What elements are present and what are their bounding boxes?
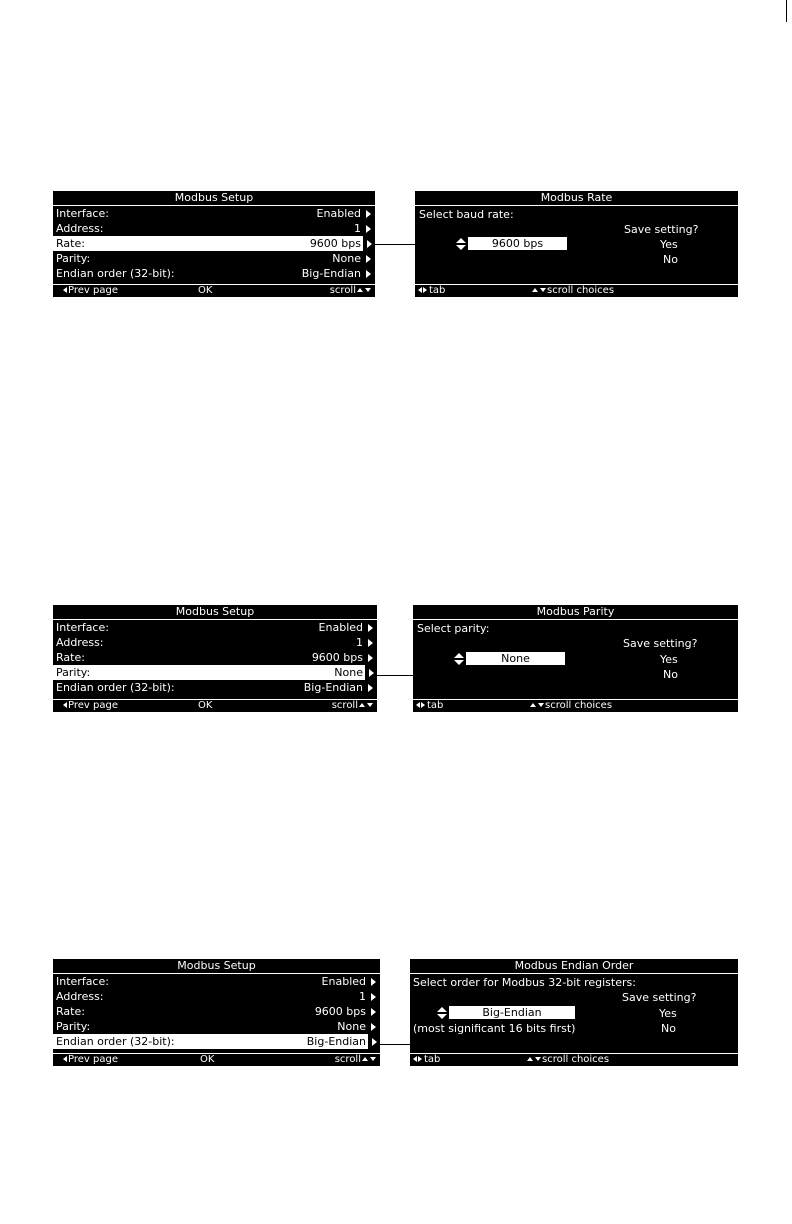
menu-row-rate[interactable]: Rate: 9600 bps bbox=[53, 650, 377, 665]
arrow-down-icon bbox=[365, 288, 371, 292]
arrow-right-icon bbox=[368, 624, 373, 632]
arrow-right-icon bbox=[366, 270, 371, 278]
arrow-right-icon bbox=[421, 702, 425, 708]
modbus-setup-screen-endian bbox=[53, 959, 380, 1066]
screen-title: Modbus Rate bbox=[415, 191, 738, 206]
save-setting-label: Save setting? bbox=[624, 223, 699, 236]
prompt-text: Select baud rate: bbox=[419, 208, 514, 221]
arrow-down-icon bbox=[538, 703, 544, 707]
no-option[interactable]: No bbox=[663, 253, 678, 266]
connector-line bbox=[377, 675, 413, 676]
prev-page-softkey[interactable]: Prev page bbox=[63, 1054, 118, 1066]
arrow-right-icon bbox=[371, 993, 376, 1001]
arrow-down-icon bbox=[535, 1057, 541, 1061]
selected-value-field[interactable]: None bbox=[466, 652, 565, 665]
arrow-left-icon bbox=[63, 287, 67, 293]
menu-row-address[interactable]: Address: 1 bbox=[53, 221, 375, 236]
arrow-right-icon bbox=[366, 225, 371, 233]
arrow-right-icon bbox=[371, 1008, 376, 1016]
yes-option[interactable]: Yes bbox=[660, 653, 678, 666]
arrow-right-icon bbox=[423, 287, 427, 293]
menu-row-rate-selected[interactable]: Rate: 9600 bps bbox=[53, 236, 375, 251]
menu-row-parity[interactable]: Parity: None bbox=[53, 251, 375, 266]
arrow-up-icon bbox=[359, 703, 365, 707]
scroll-choices-softkey[interactable]: scroll choices bbox=[529, 700, 612, 712]
up-down-icon[interactable] bbox=[454, 653, 464, 665]
arrow-right-icon bbox=[368, 639, 373, 647]
scroll-softkey[interactable]: scroll bbox=[335, 1054, 377, 1066]
arrow-right-icon bbox=[367, 240, 372, 248]
arrow-up-icon bbox=[357, 288, 363, 292]
scroll-softkey[interactable]: scroll bbox=[330, 285, 372, 297]
scroll-choices-softkey[interactable]: scroll choices bbox=[531, 285, 614, 297]
arrow-up-icon bbox=[362, 1057, 368, 1061]
save-setting-label: Save setting? bbox=[623, 637, 698, 650]
screen-footer bbox=[53, 1053, 380, 1066]
modbus-setup-screen-parity bbox=[53, 605, 377, 712]
arrow-up-icon bbox=[530, 703, 536, 707]
prompt-text: Select parity: bbox=[417, 622, 490, 635]
arrow-left-icon bbox=[63, 702, 67, 708]
no-option[interactable]: No bbox=[663, 668, 678, 681]
screen-title: Modbus Parity bbox=[413, 605, 738, 620]
ok-softkey[interactable]: OK bbox=[198, 700, 213, 711]
screen-title: Modbus Setup bbox=[53, 191, 375, 206]
screen-footer bbox=[53, 284, 375, 297]
modbus-rate-screen bbox=[415, 191, 738, 297]
ok-softkey[interactable]: OK bbox=[200, 1054, 215, 1065]
screen-footer bbox=[53, 699, 377, 712]
endian-note-text: (most significant 16 bits first) bbox=[413, 1022, 576, 1035]
arrow-right-icon bbox=[366, 255, 371, 263]
menu-row-endian-selected[interactable]: Endian order (32-bit): Big-Endian bbox=[53, 1034, 380, 1049]
prev-page-softkey[interactable]: Prev page bbox=[63, 285, 118, 297]
arrow-right-icon bbox=[371, 978, 376, 986]
menu-row-interface[interactable]: Interface: Enabled bbox=[53, 206, 375, 221]
screen-title: Modbus Endian Order bbox=[410, 959, 738, 974]
connector-line bbox=[375, 244, 415, 245]
save-setting-label: Save setting? bbox=[622, 991, 697, 1004]
arrow-up-icon bbox=[532, 288, 538, 292]
arrow-left-icon bbox=[418, 287, 422, 293]
modbus-setup-screen-rate bbox=[53, 191, 375, 297]
arrow-right-icon bbox=[368, 654, 373, 662]
arrow-right-icon bbox=[369, 669, 374, 677]
menu-row-endian[interactable]: Endian order (32-bit): Big-Endian bbox=[53, 680, 377, 695]
arrow-left-icon bbox=[63, 1056, 67, 1062]
up-down-icon[interactable] bbox=[456, 238, 466, 250]
menu-row-parity[interactable]: Parity: None bbox=[53, 1019, 380, 1034]
arrow-down-icon bbox=[367, 703, 373, 707]
connector-line bbox=[380, 1044, 410, 1045]
screen-title: Modbus Setup bbox=[53, 959, 380, 974]
prompt-text: Select order for Modbus 32-bit registers: bbox=[413, 976, 636, 989]
selected-value-field[interactable]: 9600 bps bbox=[468, 237, 567, 250]
prev-page-softkey[interactable]: Prev page bbox=[63, 700, 118, 712]
menu-row-rate[interactable]: Rate: 9600 bps bbox=[53, 1004, 380, 1019]
ok-softkey[interactable]: OK bbox=[198, 285, 213, 296]
screen-footer bbox=[413, 699, 738, 712]
arrow-right-icon bbox=[371, 1023, 376, 1031]
page-corner-mark bbox=[786, 0, 787, 22]
arrow-right-icon bbox=[366, 210, 371, 218]
tab-softkey[interactable]: tab bbox=[416, 700, 443, 712]
tab-softkey[interactable]: tab bbox=[413, 1054, 440, 1066]
screen-title: Modbus Setup bbox=[53, 605, 377, 620]
menu-row-parity-selected[interactable]: Parity: None bbox=[53, 665, 377, 680]
up-down-icon[interactable] bbox=[437, 1007, 447, 1019]
arrow-up-icon bbox=[527, 1057, 533, 1061]
menu-row-endian[interactable]: Endian order (32-bit): Big-Endian bbox=[53, 266, 375, 281]
arrow-right-icon bbox=[372, 1038, 377, 1046]
arrow-right-icon bbox=[368, 684, 373, 692]
no-option[interactable]: No bbox=[661, 1022, 676, 1035]
screen-footer bbox=[415, 284, 738, 297]
selected-value-field[interactable]: Big-Endian bbox=[449, 1006, 575, 1019]
menu-row-interface[interactable]: Interface: Enabled bbox=[53, 620, 377, 635]
yes-option[interactable]: Yes bbox=[660, 238, 678, 251]
modbus-parity-screen bbox=[413, 605, 738, 712]
menu-row-address[interactable]: Address: 1 bbox=[53, 635, 377, 650]
scroll-choices-softkey[interactable]: scroll choices bbox=[526, 1054, 609, 1066]
tab-softkey[interactable]: tab bbox=[418, 285, 445, 297]
arrow-right-icon bbox=[418, 1056, 422, 1062]
scroll-softkey[interactable]: scroll bbox=[332, 700, 374, 712]
menu-row-address[interactable]: Address: 1 bbox=[53, 989, 380, 1004]
screen-footer bbox=[410, 1053, 738, 1066]
yes-option[interactable]: Yes bbox=[659, 1007, 677, 1020]
menu-row-interface[interactable]: Interface: Enabled bbox=[53, 974, 380, 989]
arrow-left-icon bbox=[413, 1056, 417, 1062]
modbus-endian-order-screen bbox=[410, 959, 738, 1066]
arrow-left-icon bbox=[416, 702, 420, 708]
arrow-down-icon bbox=[370, 1057, 376, 1061]
arrow-down-icon bbox=[540, 288, 546, 292]
